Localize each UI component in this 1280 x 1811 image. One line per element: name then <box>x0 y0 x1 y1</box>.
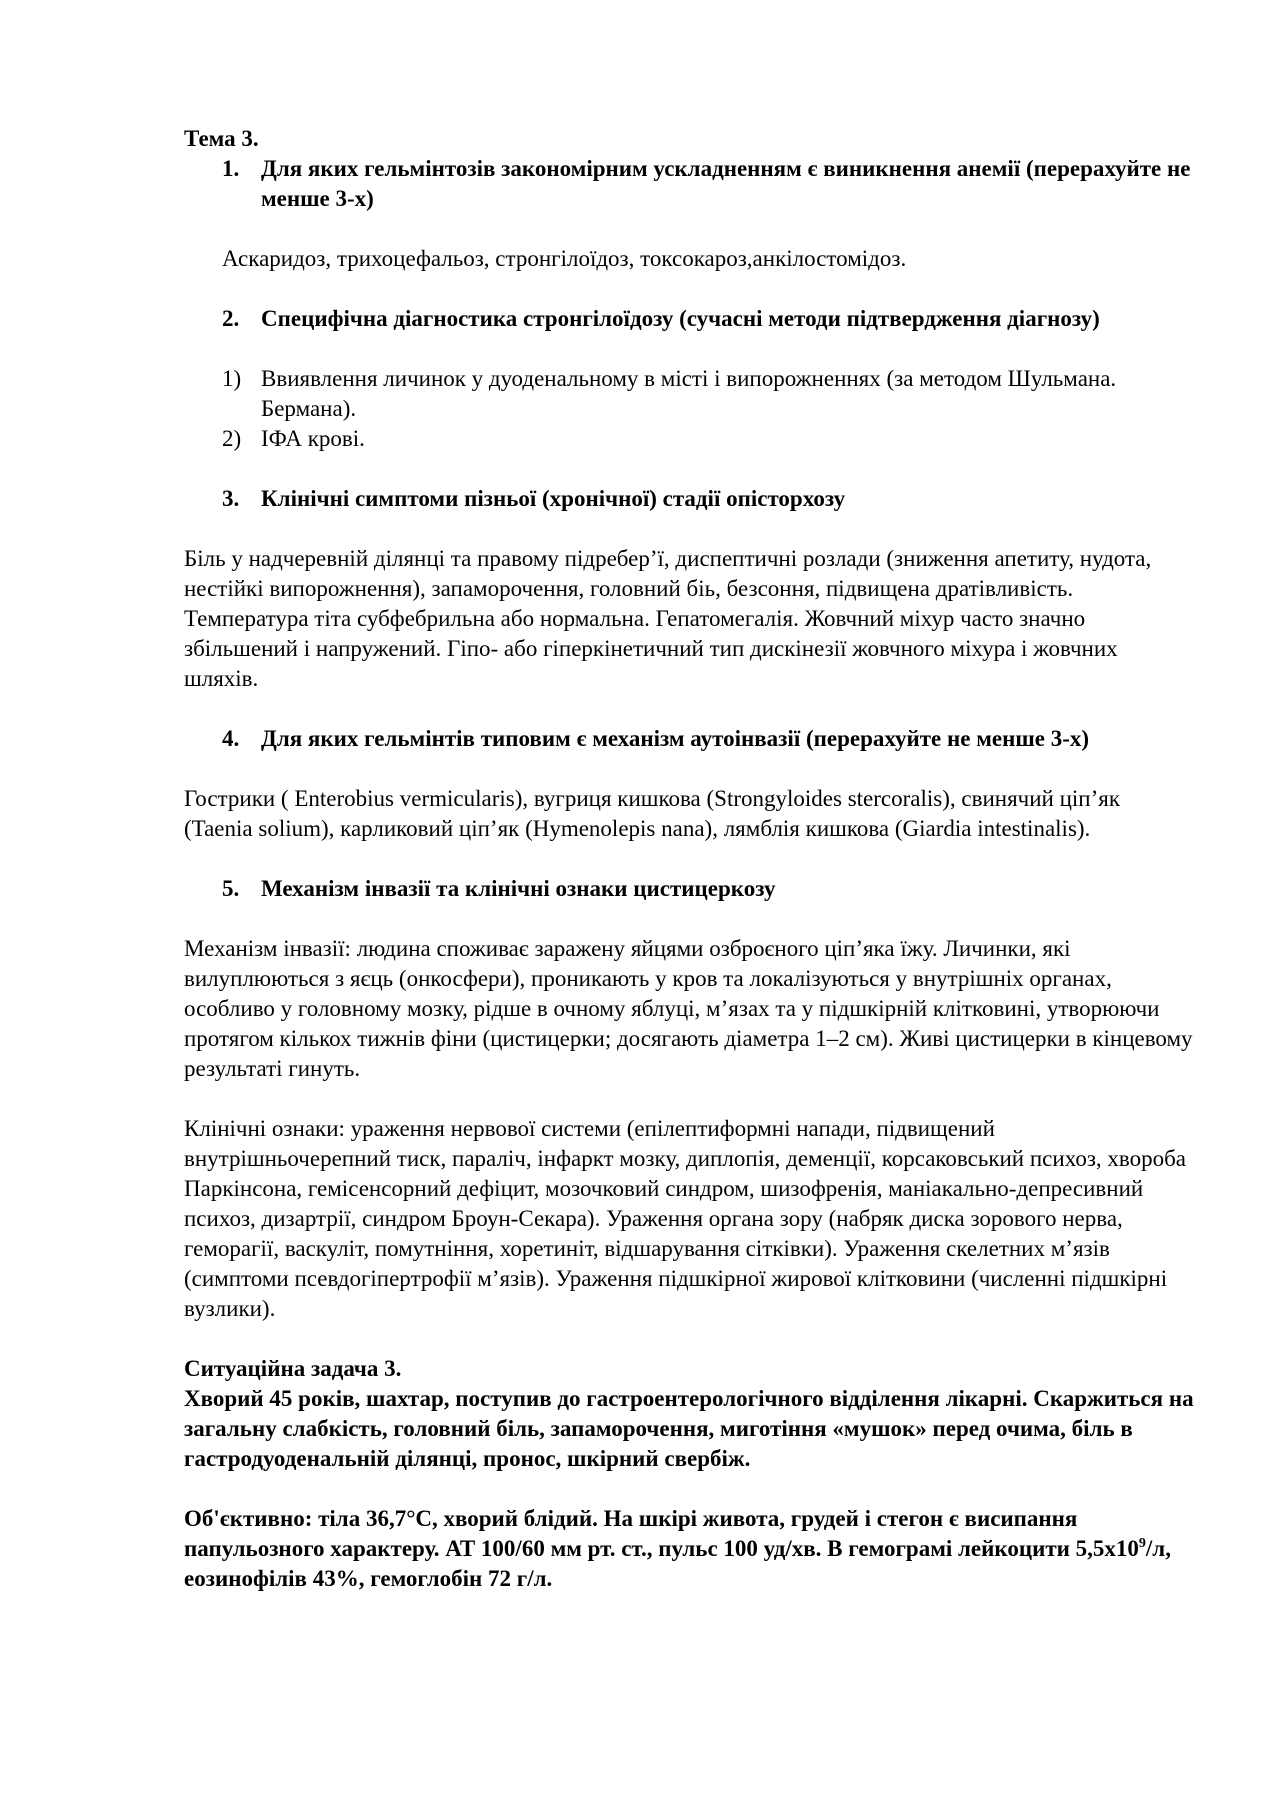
question-text: Клінічні симптоми пізньої (хронічної) стадії опісторхозу <box>261 486 846 511</box>
question-text: Механізм інвазії та клінічні ознаки цистицеркозу <box>261 876 776 901</box>
question-number: 2. <box>222 306 240 331</box>
objective-exponent: 9 <box>1138 1536 1146 1551</box>
question-5 <box>184 874 1194 904</box>
document-content <box>184 124 1194 1594</box>
answer-3: Біль у надчеревній ділянці та правому підребер’ї, диспептичні розлади (зниження апетиту, нудота, нестійкі випорожнення), запаморочення, головний біь, безсоння, підвищена дратівливість. Температура тіта субфебрильна або нормальна. Гепатомегалія. Жовчний міхур часто значно збільшений і напружений. Гіпо- або гіперкінетичний тип дискінезії жовчного міхура і жовчних шляхів. <box>184 546 1152 691</box>
situational-task-complaints: Хворий 45 років, шахтар, поступив до гастроентерологічного відділення лікарні. Скаржиться на загальну слабкість, головний біль, запаморочення, миготіння «мушок» перед очима, біль в гастродуоденальній ділянці, пронос, шкірний свербіж. <box>184 1386 1194 1471</box>
question-text: Для яких гельмінтозів закономірним ускладненням є виникнення анемії (перерахуйте не менше 3-х) <box>261 156 1191 211</box>
objective-tail: /л, еозинофілів 43%, гемоглобін 72 г/л. <box>184 1536 1171 1591</box>
list-number: 2) <box>222 426 242 451</box>
answer-5-mechanism: Механізм інвазії: людина споживає заражену яйцями озброєного ціп’яка їжу. Личинки, які вилуплюються з яєць (онкосфери), проникають у кров та локалізуються у внутрішніх органах, особливо у головному мозку, рідше в очному яблуці, м’язах та у підшкірній клітковині, утворюючи протягом кількох тижнів фіни (цистицерки; досягають діаметра 1–2 см). Живі цистицерки в кінцевому результаті гинуть. <box>184 936 1193 1081</box>
list-number: 1) <box>222 366 242 391</box>
question-number: 3. <box>222 486 240 511</box>
question-text: Для яких гельмінтів типовим є механізм аутоінвазії (перерахуйте не менше 3-х) <box>261 726 1090 751</box>
question-1 <box>184 154 1194 214</box>
answer-2-item <box>184 424 1194 454</box>
question-number: 1. <box>222 156 240 181</box>
question-number: 5. <box>222 876 240 901</box>
answer-5-signs: Клінічні ознаки: ураження нервової системи (епілептиформні напади, підвищений внутрішньочерепний тиск, параліч, інфаркт мозку, диплопія, деменції, корсаковський психоз, хвороба Паркінсона, гемісенсорний дефіцит, мозочковий синдром, шизофренія, маніакально-депресивний психоз, дизартрії, синдром Броун-Секара). Ураження органа зору (набряк диска зорового нерва, геморагії, васкуліт, помутніння, хоретиніт, відшарування сітківки). Ураження скелетних м’язів (симптоми псевдогіпертрофії м’язів). Ураження підшкірної жирової клітковини (численні підшкірні вузлики). <box>184 1116 1187 1321</box>
list-text: ІФА крові. <box>261 426 365 451</box>
answer-4: Гострики ( Enterobius vermicularis), вугриця кишкова (Strongyloides stercoralis), свинячий ціп’як (Taenia solium), карликовий ціп’як (Hymenolepis nana), лямблія кишкова (Giardia intestinalis). <box>184 786 1121 841</box>
question-text: Специфічна діагностика стронгілоїдозу (сучасні методи підтвердження діагнозу) <box>261 306 1100 331</box>
question-4 <box>184 724 1194 754</box>
question-3 <box>184 484 1194 514</box>
topic-title: Тема 3. <box>184 126 259 151</box>
question-number: 4. <box>222 726 240 751</box>
question-2 <box>184 304 1194 334</box>
list-text: Ввиявлення личинок у дуоденальному в місті і випорожненнях (за методом Шульмана. Бермана). <box>261 366 1117 421</box>
situational-task-objective <box>184 1504 1194 1594</box>
objective-text: Об'єктивно: тіла 36,7°С, хворий блідий. На шкірі живота, грудей і стегон є висипання папульозного характеру. АТ 100/60 мм рт. ст., пульс 100 уд/хв. В гемограмі лейкоцити 5,5х10 <box>184 1506 1139 1561</box>
answer-1: Аскаридоз, трихоцефальоз, стронгілоїдоз, токсокароз,анкілостомідоз. <box>222 246 907 271</box>
situational-task-title: Ситуаційна задача 3. <box>184 1356 402 1381</box>
answer-2-item <box>184 364 1194 424</box>
